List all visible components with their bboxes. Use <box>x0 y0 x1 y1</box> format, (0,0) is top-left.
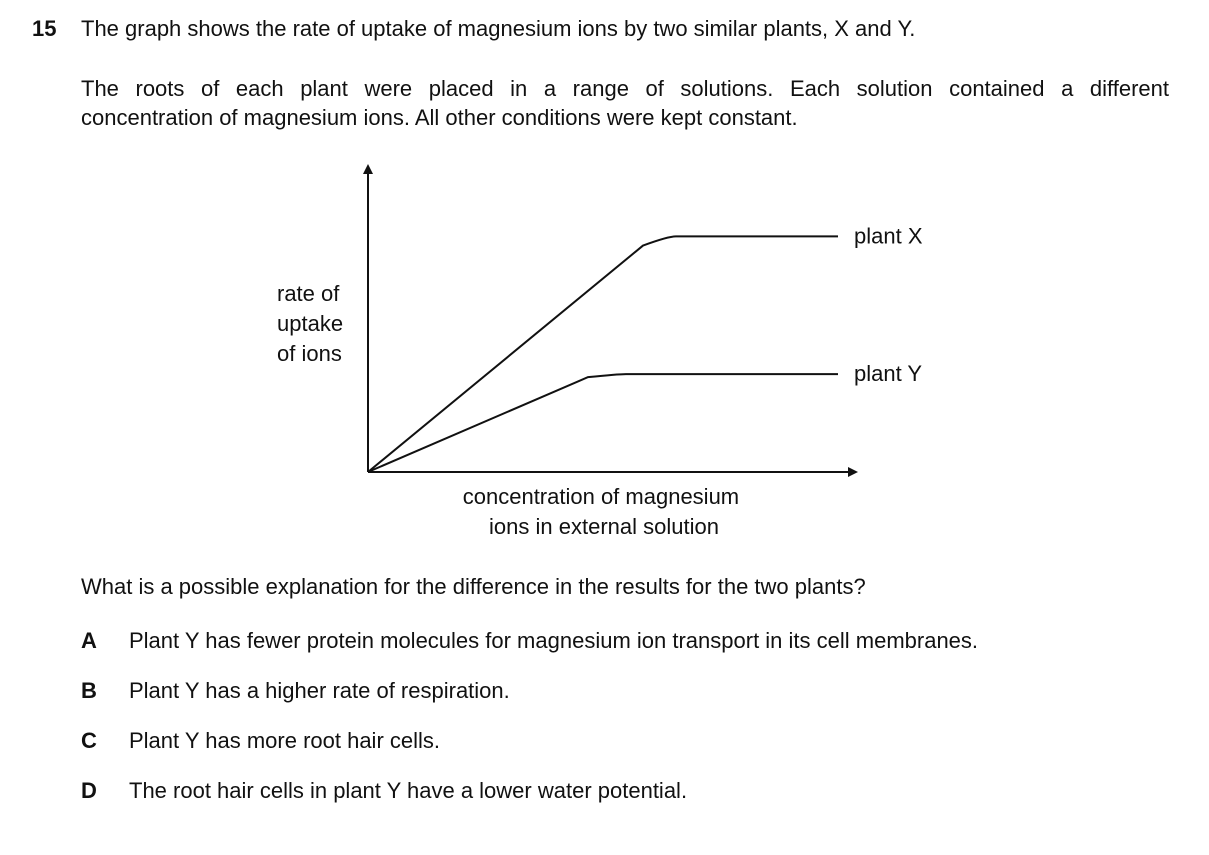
series-label-plant-x: plant X <box>854 223 923 249</box>
option-c-letter: C <box>81 728 97 753</box>
x-axis-label-line-1: concentration of magnesium <box>462 484 740 509</box>
y-axis-label-line-2: uptake <box>277 311 344 336</box>
series-label-layer <box>854 223 923 386</box>
y-axis-label-line-1: rate of <box>277 281 340 306</box>
x-axis-label-line-2: ions in external solution <box>489 514 719 539</box>
series-layer <box>368 236 838 472</box>
option-a-text: Plant Y has fewer protein molecules for magnesium ion transport in its cell membranes. <box>129 628 979 653</box>
option-b-text: Plant Y has a higher rate of respiration. <box>129 678 510 703</box>
option-d-letter: D <box>81 778 97 803</box>
series-line-plant-y <box>368 374 838 472</box>
question-stem: The graph shows the rate of uptake of magnesium ions by two similar plants, X and Y. <box>81 16 916 41</box>
series-line-plant-x <box>368 236 838 472</box>
question-number: 15 <box>32 16 57 41</box>
x-axis-label <box>463 484 746 539</box>
option-b-letter: B <box>81 678 97 703</box>
intro-line-1: The roots of each plant were placed in a range of solutions. Each solution contained a different <box>81 76 1169 101</box>
y-axis-label-line-3: of ions <box>277 341 342 366</box>
option-c-text: Plant Y has more root hair cells. <box>129 728 441 753</box>
intro-line-2: concentration of magnesium ions. All other conditions were kept constant. <box>81 105 798 130</box>
option-d-text: The root hair cells in plant Y have a lower water potential. <box>129 778 688 803</box>
question-prompt: What is a possible explanation for the difference in the results for the two plants? <box>81 574 866 599</box>
series-label-plant-y: plant Y <box>854 361 923 387</box>
y-axis-label <box>277 281 349 366</box>
option-a-letter: A <box>81 628 97 653</box>
